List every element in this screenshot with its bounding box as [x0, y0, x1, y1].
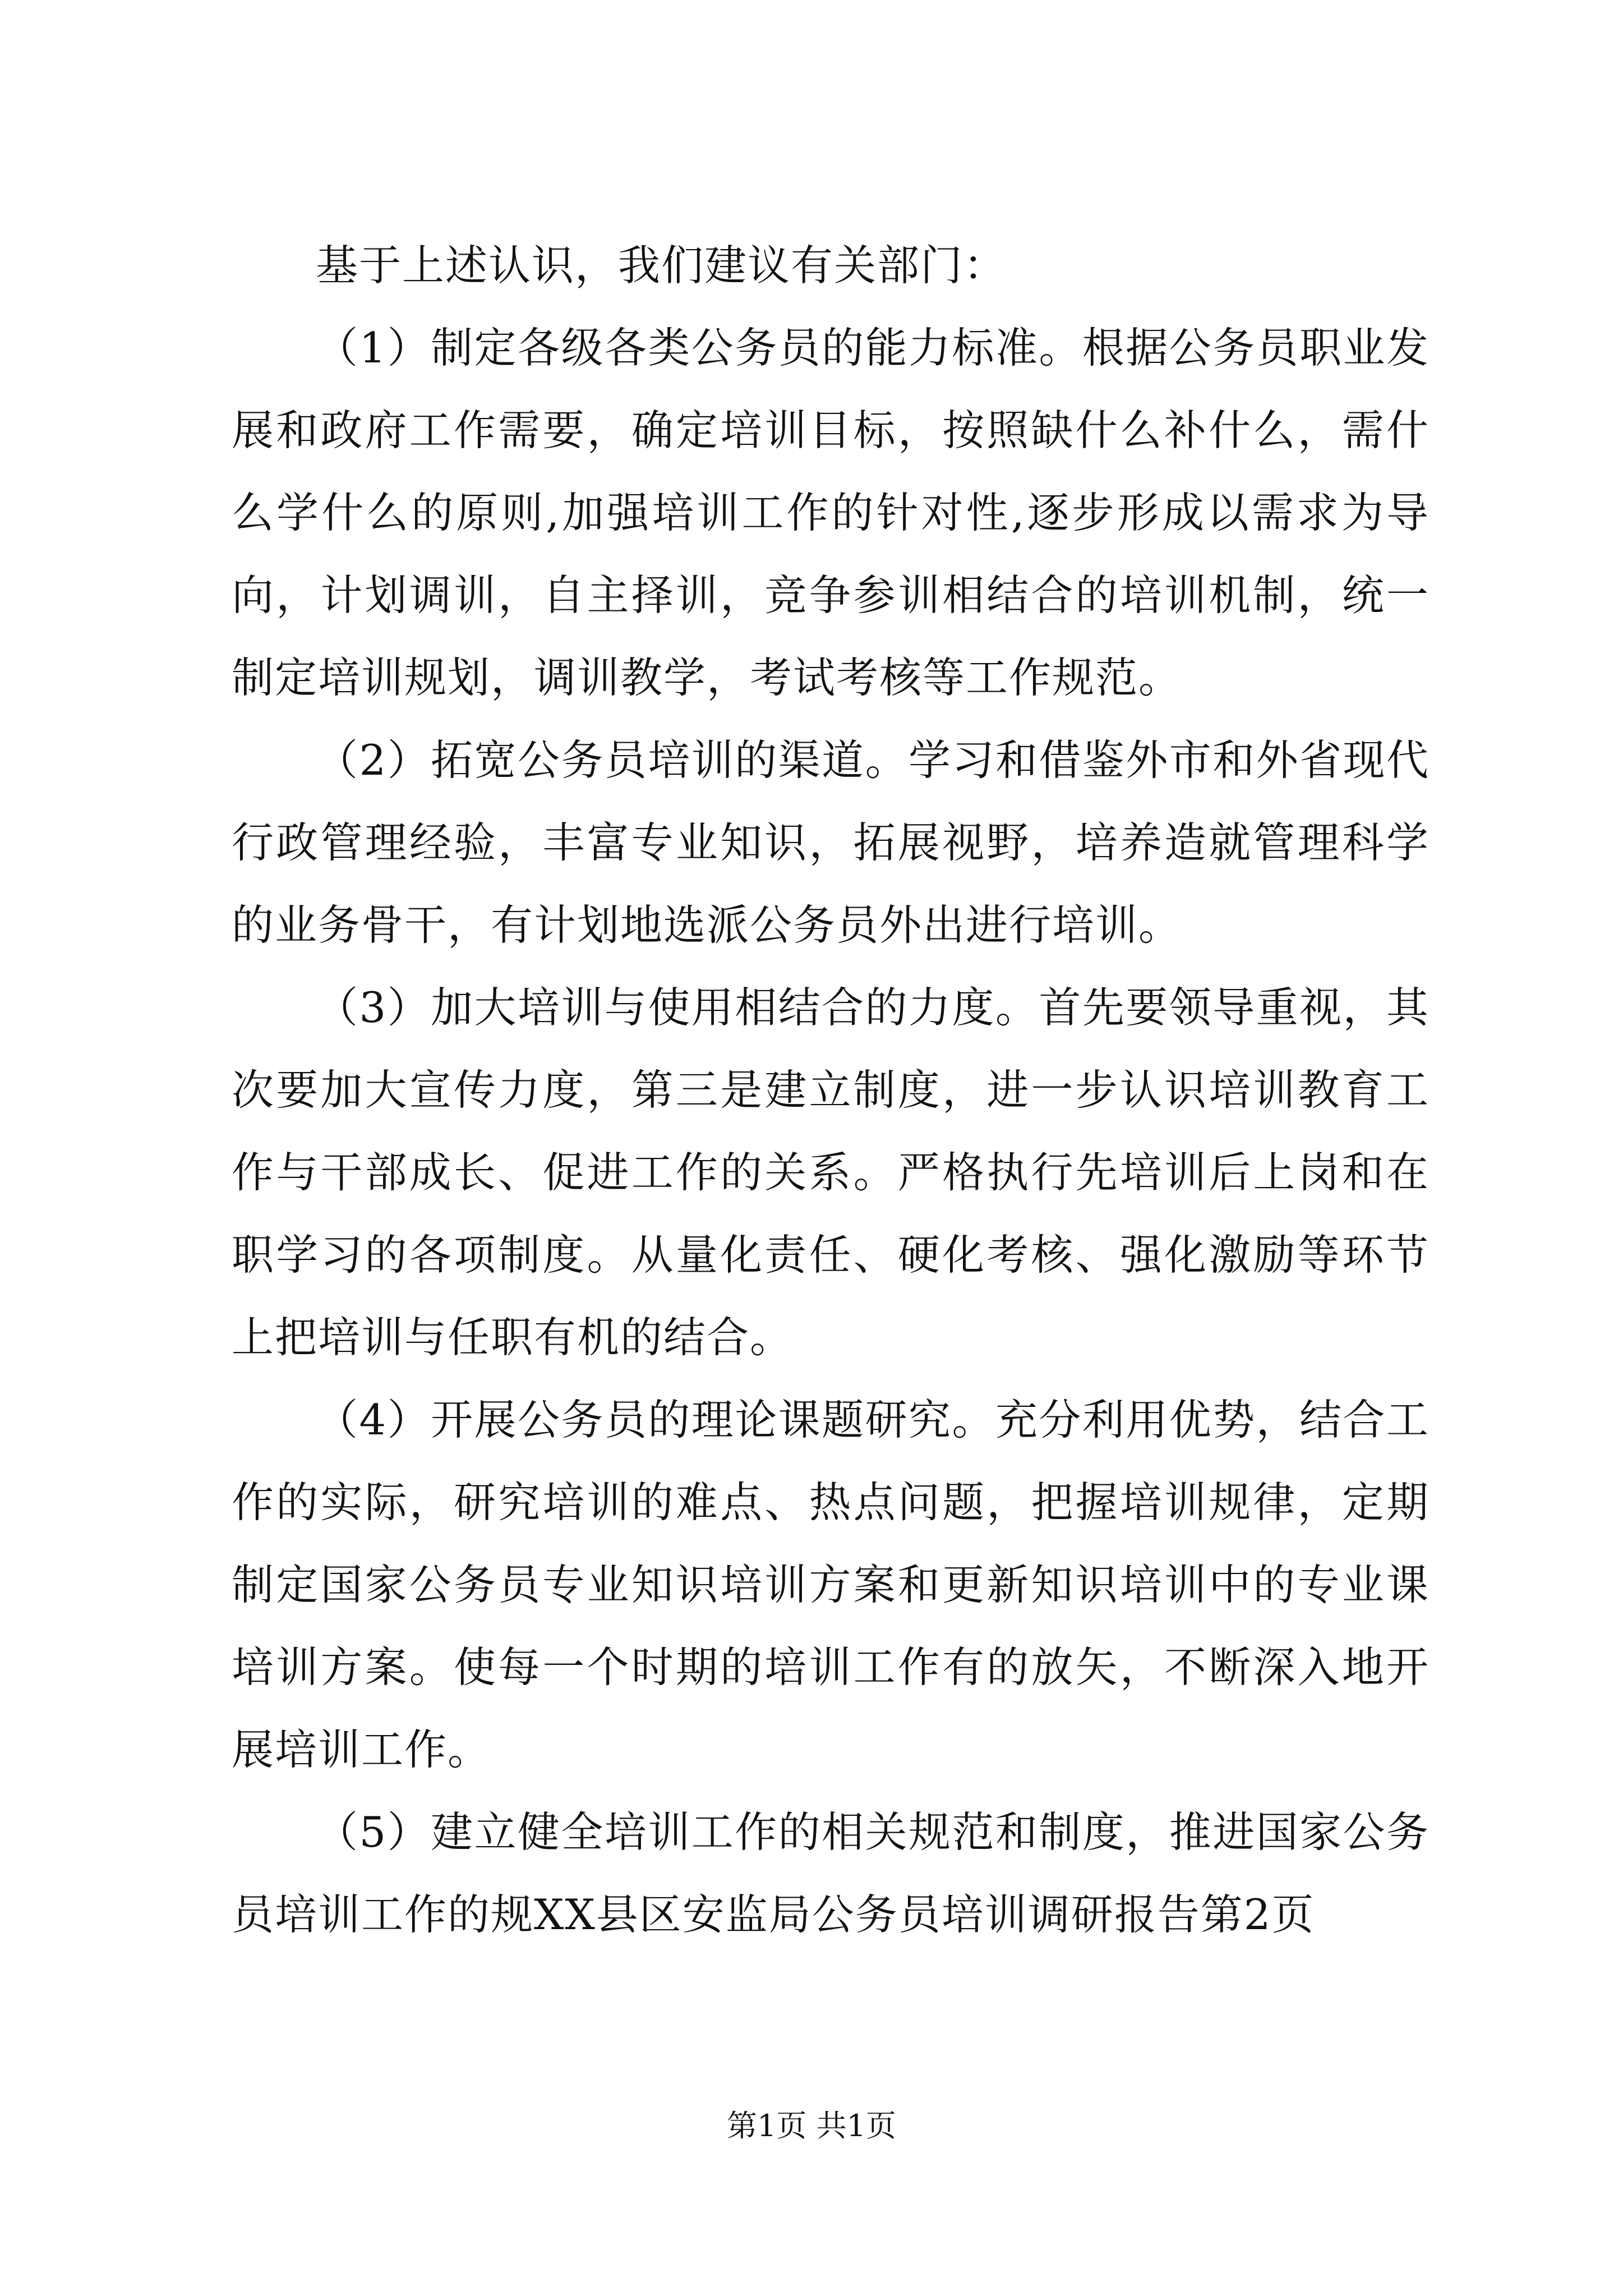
- paragraph-item-3: （3）加大培训与使用相结合的力度。首先要领导重视，其次要加大宣传力度，第三是建立制度，进一步认识培训教育工作与干部成长、促进工作的关系。严格执行先培训后上岗和在职学习的各项制度。从量化责任、硬化考核、强化激励等环节上把培训与任职有机的结合。: [232, 983, 1430, 1362]
- paragraph-item-4: （4）开展公务员的理论课题研究。充分利用优势，结合工作的实际，研究培训的难点、热点问题，把握培训规律，定期制定国家公务员专业知识培训方案和更新知识培训中的专业课培训方案。使每一个时期的培训工作有的放矢，不断深入地开展培训工作。: [232, 1395, 1430, 1774]
- paragraph-intro: 基于上述认识，我们建议有关部门：: [316, 241, 1007, 290]
- paragraph-item-1: （1）制定各级各类公务员的能力标准。根据公务员职业发展和政府工作需要，确定培训目标，按照缺什么补什么，需什么学什么的原则,加强培训工作的针对性,逐步形成以需求为导向，计划调训，自主择训，竞争参训相结合的培训机制，统一制定培训规划，调训教学，考试考核等工作规范。: [232, 323, 1430, 702]
- page-footer: 第1页 共1页: [727, 2108, 896, 2143]
- paragraph-item-2: （2）拓宽公务员培训的渠道。学习和借鉴外市和外省现代行政管理经验，丰富专业知识，拓展视野，培养造就管理科学的业务骨干，有计划地选派公务员外出进行培训。: [232, 735, 1430, 950]
- document-body: [232, 224, 1430, 1956]
- paragraph-item-5: （5）建立健全培训工作的相关规范和制度，推进国家公务员培训工作的规XX县区安监局公务员培训调研报告第2页: [232, 1807, 1430, 1939]
